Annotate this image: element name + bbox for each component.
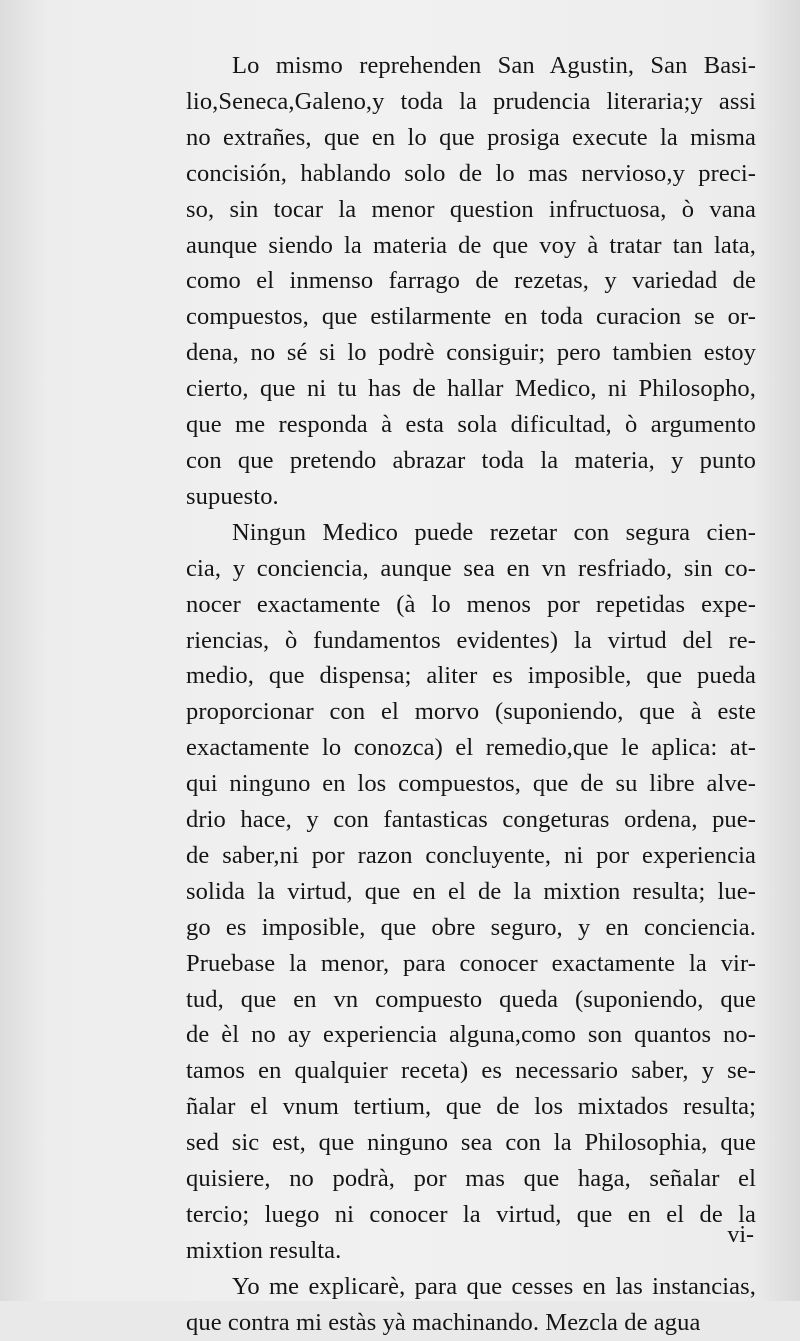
text-line: con que pretendo abrazar toda la materia, y punto <box>186 446 756 474</box>
text-line: lio,Seneca,Galeno,y toda la prudencia literaria;y assi <box>186 87 756 115</box>
text-line: Lo mismo reprehenden San Agustin, San Basi- <box>232 52 756 79</box>
text-line: drio hace, y con fantasticas congeturas ordena, pue- <box>186 806 756 834</box>
text-line: como el inmenso farrago de rezetas, y variedad de <box>186 267 756 295</box>
text-line: aunque siendo la materia de que voy à tratar tan lata, <box>186 231 756 259</box>
text-line: de saber,ni por razon concluyente, ni por experiencia <box>186 841 756 869</box>
text-line: no extrañes, que en lo que prosiga execute la misma <box>186 123 756 151</box>
text-line: compuestos, que estilarmente en toda curacion se or- <box>186 303 756 331</box>
text-line: ñalar el vnum tertium, que de los mixtados resulta; <box>186 1093 756 1121</box>
text-line: quisiere, no podrà, por mas que haga, señalar el <box>186 1165 756 1193</box>
paragraph-1 <box>186 48 756 515</box>
text-line: Ningun Medico puede rezetar con segura cien- <box>232 518 756 546</box>
text-line: que contra mi estàs yà machinando. Mezcla de agua <box>186 1308 701 1336</box>
text-line: proporcionar con el morvo (suponiendo, que à este <box>186 698 756 726</box>
text-line: cia, y conciencia, aunque sea en vn resfriado, sin co- <box>186 554 756 582</box>
text-line: riencias, ò fundamentos evidentes) la virtud del re- <box>186 626 756 654</box>
text-line: exactamente lo conozca) el remedio,que le aplica: at- <box>186 734 756 762</box>
text-line: qui ninguno en los compuestos, que de su libre alve- <box>186 770 756 798</box>
paragraph-2 <box>186 515 756 1269</box>
text-line: dena, no sé si lo podrè consiguir; pero tambien estoy <box>186 339 756 367</box>
text-line: mixtion resulta. <box>186 1236 342 1264</box>
text-line: cierto, que ni tu has de hallar Medico, ni Philosopho, <box>186 375 756 403</box>
text-line: tud, que en vn compuesto queda (suponiendo, que <box>186 985 756 1013</box>
text-line: Yo me explicarè, para que cesses en las instancias, <box>232 1272 756 1300</box>
page-text <box>186 48 756 1341</box>
text-line: tamos en qualquier receta) es necessario saber, y se- <box>186 1057 756 1085</box>
text-line: so, sin tocar la menor question infructuosa, ò vana <box>186 195 756 223</box>
text-line: concisión, hablando solo de lo mas nervioso,y preci- <box>186 159 756 187</box>
text-line: tercio; luego ni conocer la virtud, que en el de la <box>186 1201 756 1228</box>
text-line: go es imposible, que obre seguro, y en conciencia. <box>186 913 756 941</box>
paragraph-3 <box>186 1269 756 1341</box>
text-line: de èl no ay experiencia alguna,como son quantos no- <box>186 1021 756 1049</box>
text-line: Pruebase la menor, para conocer exactamente la vir- <box>186 949 756 977</box>
text-line: supuesto. <box>186 482 279 510</box>
catchword: vi- <box>727 1222 754 1248</box>
text-line: que me responda à esta sola dificultad, ò argumento <box>186 411 756 439</box>
text-line: nocer exactamente (à lo menos por repetidas expe- <box>186 590 756 618</box>
text-line: solida la virtud, que en el de la mixtion resulta; lue- <box>186 877 756 905</box>
text-line: medio, que dispensa; aliter es imposible, que pueda <box>186 662 756 690</box>
text-line: sed sic est, que ninguno sea con la Philosophia, que <box>186 1129 756 1157</box>
